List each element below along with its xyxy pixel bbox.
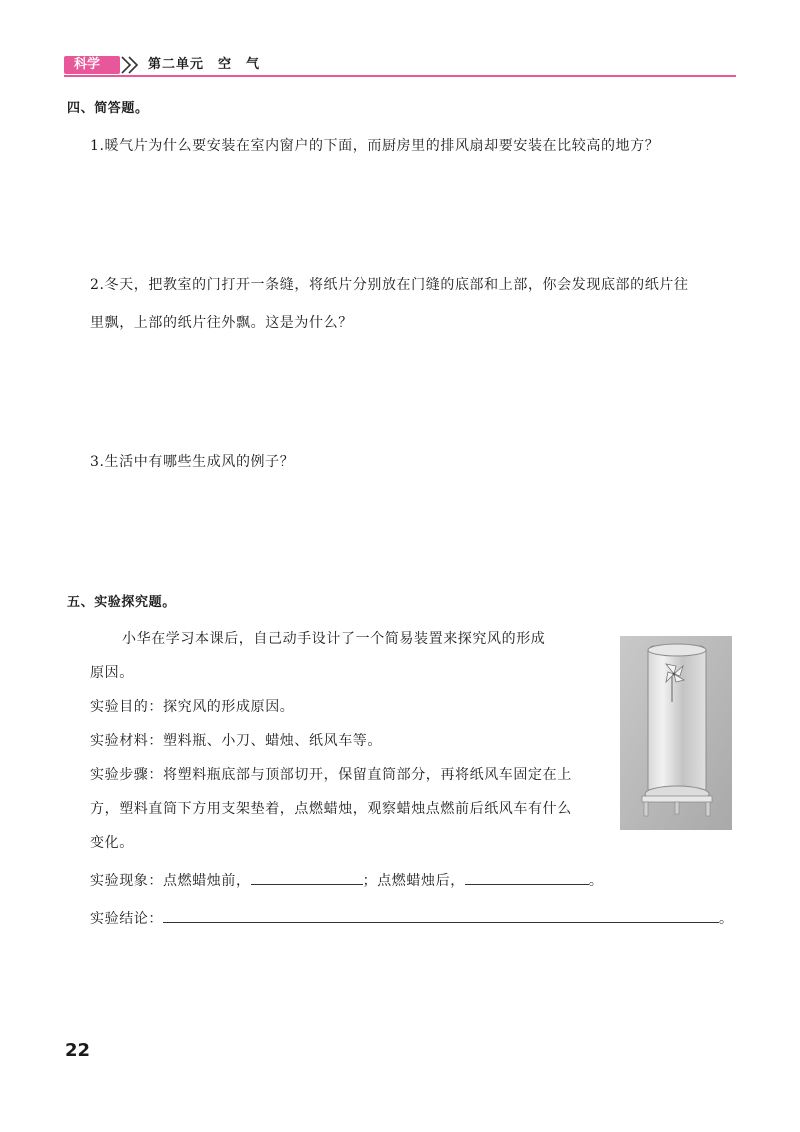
experiment-conclusion [90,908,734,929]
section-4-title: 四、简答题。 [67,101,149,116]
unit-title: 第二单元 空 气 [148,57,261,72]
experiment-steps-line-3: 变化。 [90,835,134,851]
phenomenon-after-blank[interactable] [465,870,589,885]
question-2-line-1: 2.冬天，把教室的门打开一条缝，将纸片分别放在门缝的底部和上部，你会发现底部的纸片往 [90,277,689,293]
question-2-line-2: 里飘，上部的纸片往外飘。这是为什么？ [90,315,353,331]
conclusion-blank[interactable] [163,908,719,923]
experiment-intro-line-2: 原因。 [90,665,134,681]
phenomenon-end-mark: 。 [588,873,604,889]
conclusion-end-mark: 。 [719,911,734,927]
header-rule [64,75,736,77]
experiment-intro-line-1: 小华在学习本课后，自己动手设计了一个简易装置来探究风的形成 [122,631,546,647]
experiment-phenomenon [90,870,603,891]
experiment-purpose: 实验目的：探究风的形成原因。 [90,699,295,715]
experiment-apparatus-photo [620,636,732,830]
page-header [64,54,736,78]
experiment-materials: 实验材料：塑料瓶、小刀、蜡烛、纸风车等。 [90,733,382,749]
double-chevron-icon [120,55,142,75]
conclusion-label: 实验结论： [90,911,163,927]
question-3: 3.生活中有哪些生成风的例子？ [90,454,295,470]
experiment-steps-line-2: 方，塑料直筒下方用支架垫着，点燃蜡烛，观察蜡烛点燃前后纸风车有什么 [90,801,572,817]
section-5-title: 五、实验探究题。 [67,595,176,610]
page-number: 22 [65,1040,91,1061]
phenomenon-label: 实验现象：点燃蜡烛前， [90,873,251,889]
phenomenon-mid-label: ；点燃蜡烛后， [362,873,465,889]
subject-tab: 科学 [64,56,120,74]
experiment-steps-line-1: 实验步骤：将塑料瓶底部与顶部切开，保留直筒部分，再将纸风车固定在上 [90,767,572,783]
phenomenon-before-blank[interactable] [251,870,363,885]
question-1: 1.暖气片为什么要安装在室内窗户的下面，而厨房里的排风扇却要安装在比较高的地方？ [90,138,660,154]
